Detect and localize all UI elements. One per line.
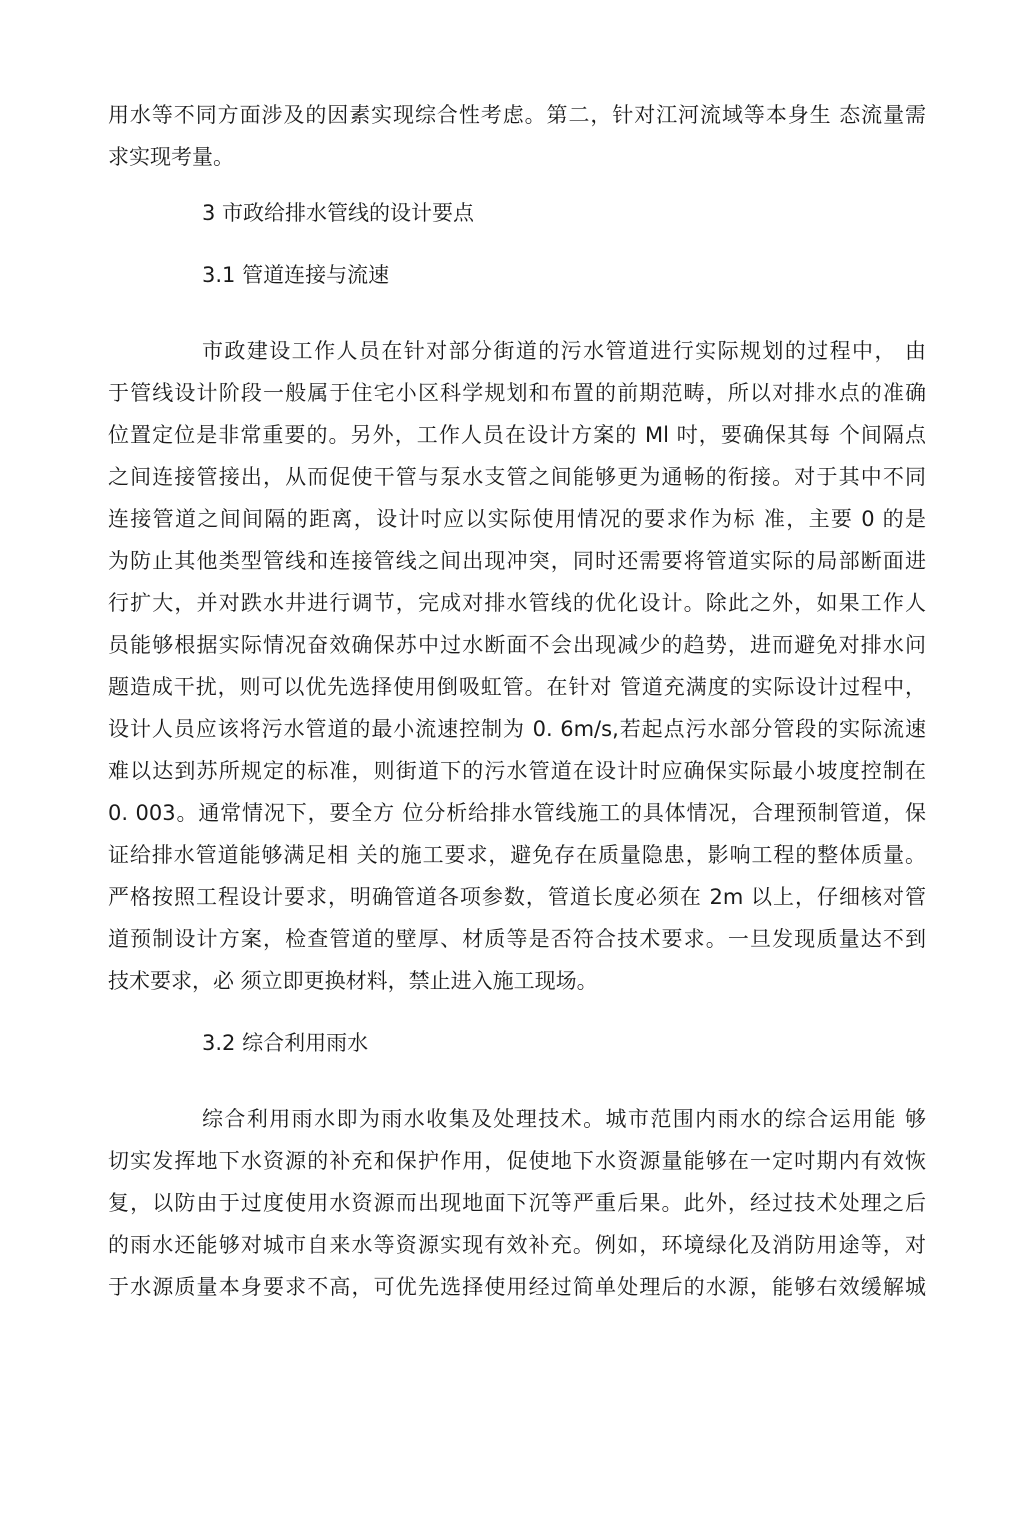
section-heading-3: 3 市政给排水管线的设计要点 <box>202 201 475 225</box>
intro-paragraph <box>108 94 926 178</box>
document-body <box>108 94 926 1308</box>
text-line: 于水源质量本身要求不高，可优先选择使用经过简单处理后的水源，能够右效缓解城 <box>108 1275 926 1299</box>
text-line: 道预制设计方案，检查管道的壁厚、材质等是否符合技术要求。一旦发现质量达不到 <box>108 927 926 951</box>
text-line: 复，以防由于过度使用水资源而出现地面下沉等严重后果。此外，经过技术处理之后 <box>108 1191 926 1215</box>
paragraph-pipe-connection <box>108 330 926 1002</box>
text-line: 市政建设工作人员在针对部分街道的污水管道进行实际规划的过程中， 由 <box>202 339 926 363</box>
text-line: 严格按照工程设计要求，明确管道各项参数，管道长度必须在 2m 以上，仔细核对管 <box>108 885 926 909</box>
text-line: 之间连接管接出，从而促使干管与泵水支管之间能够更为通畅的衔接。对于其中不同 <box>108 465 926 489</box>
text-line: 切实发挥地下水资源的补充和保护作用，促使地下水资源量能够在一定吋期内有效恢 <box>108 1149 926 1173</box>
paragraph-rainwater <box>108 1098 926 1308</box>
text-line: 题造成干扰，则可以优先选择使用倒吸虹管。在针对 管道充满度的实际设计过程中， <box>108 675 926 699</box>
text-line: 求实现考量。 <box>108 145 234 169</box>
text-line: 用水等不同方面涉及的因素实现综合性考虑。第二，针对江河流域等本身生 态流量需 <box>108 103 926 127</box>
text-line: 于管线设计阶段一般属于住宅小区科学规划和布置的前期范畴，所以对排水点的准确 <box>108 381 926 405</box>
text-line: 难以达到苏所规定的标准，则街道下的污水管道在设计时应确保实际最小坡度控制在 <box>108 759 926 783</box>
text-line: 行扩大，并对跌水井进行调节，完成对排水管线的优化设计。除此之外，如果工作人 <box>108 591 926 615</box>
text-line: 技术要求，必 须立即更换材料，禁止进入施工现场。 <box>108 969 598 993</box>
text-line: 员能够根据实际情况奋效确保苏中过水断面不会出现减少的趋势，进而避免对排水问 <box>108 633 926 657</box>
text-line: 综合利用雨水即为雨水收集及处理技术。城市范围内雨水的综合运用能 够 <box>202 1107 926 1131</box>
section-heading-3-2: 3.2 综合利用雨水 <box>202 1031 369 1055</box>
text-line: 为防止其他类型管线和连接管线之间出现冲突，同时还需要将管道实际的局部断面进 <box>108 549 926 573</box>
text-line: 位置定位是非常重要的。另外，工作人员在设计方案的 Ml 吋，要确保其每 个间隔点 <box>108 423 926 447</box>
text-line: 证给排水管道能够满足相 关的施工要求，避免存在质量隐患，影响工程的整体质量。 <box>108 843 926 867</box>
text-line: 连接管道之间间隔的距离，设计吋应以实际使用情况的要求作为标 准，主要 0 的是 <box>108 507 926 531</box>
text-line: 的雨水还能够对城市自来水等资源实现有效补充。例如，环境绿化及消防用途等，对 <box>108 1233 926 1257</box>
text-line: 0. 003。通常情况下，要全方 位分析给排水管线施工的具体情况，合理预制管道，保 <box>108 801 926 825</box>
section-heading-3-1: 3.1 管道连接与流速 <box>202 263 390 287</box>
text-line: 设计人员应该将污水管道的最小流速控制为 0. 6m/s,若起点污水部分管段的实际流速 <box>108 717 926 741</box>
